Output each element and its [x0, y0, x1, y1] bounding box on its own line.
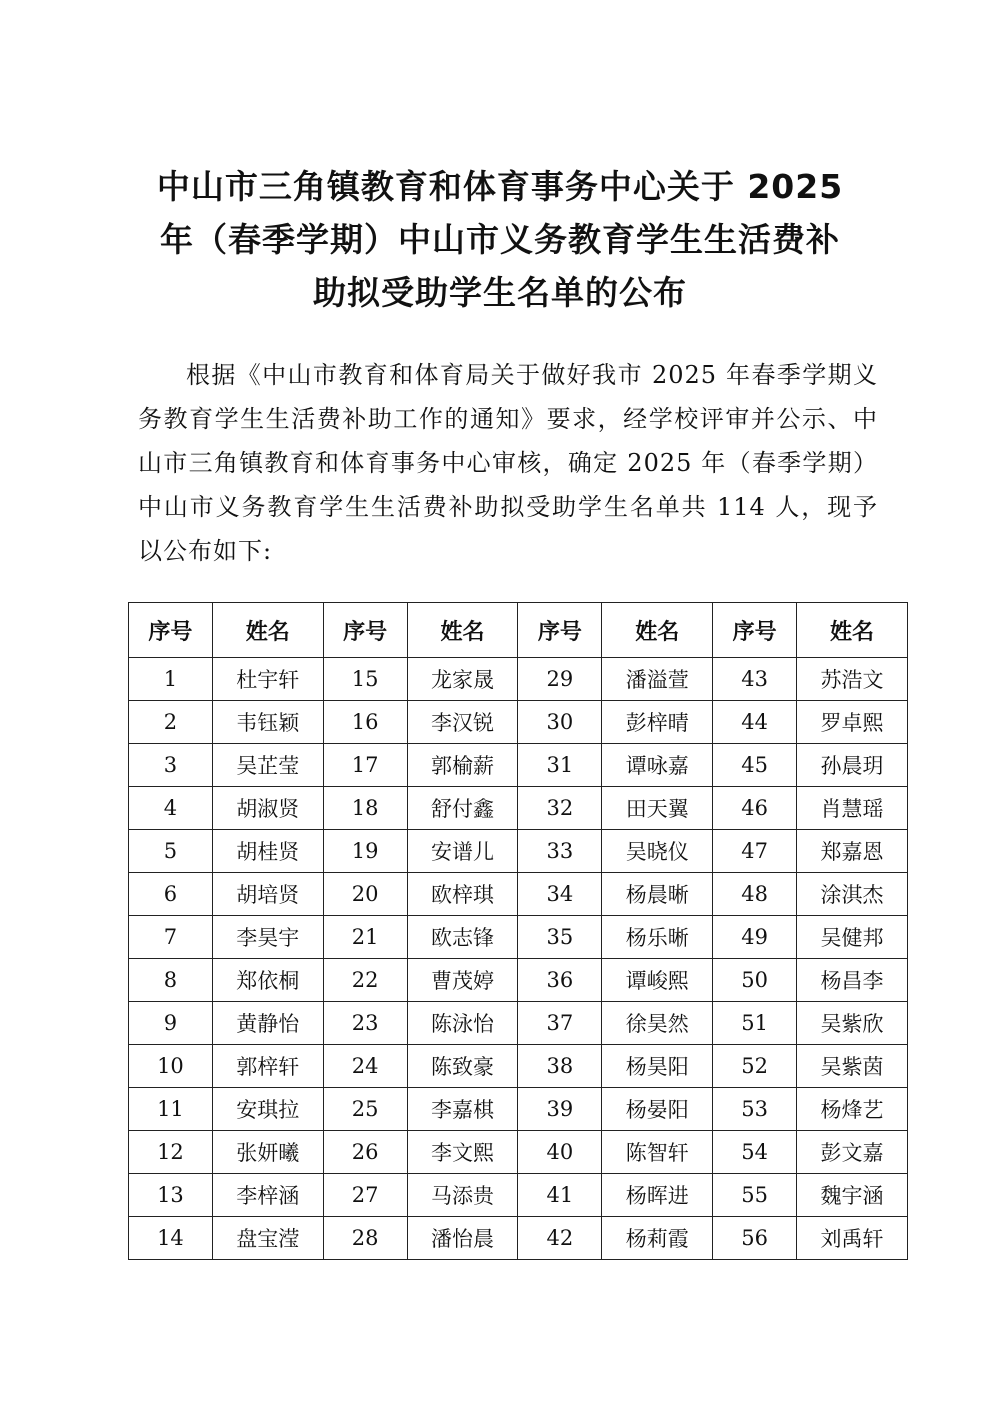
title-line: 年（春季学期）中山市义务教育学生生活费补	[160, 220, 840, 259]
cell-number: 16	[323, 701, 407, 744]
cell-number: 32	[518, 787, 602, 830]
cell-number: 48	[713, 873, 797, 916]
cell-number: 28	[323, 1217, 407, 1260]
table-row	[129, 1174, 908, 1217]
cell-student-name: 陈泳怡	[407, 1002, 518, 1045]
header-cell-number: 序号	[713, 603, 797, 658]
cell-student-name: 彭梓晴	[602, 701, 713, 744]
cell-number: 22	[323, 959, 407, 1002]
cell-student-name: 杨晖进	[602, 1174, 713, 1217]
cell-student-name: 盘宝滢	[212, 1217, 323, 1260]
cell-student-name: 李梓涵	[212, 1174, 323, 1217]
cell-number: 37	[518, 1002, 602, 1045]
header-cell-name: 姓名	[797, 603, 908, 658]
table-row	[129, 1002, 908, 1045]
cell-number: 53	[713, 1088, 797, 1131]
cell-number: 56	[713, 1217, 797, 1260]
cell-number: 42	[518, 1217, 602, 1260]
cell-number: 18	[323, 787, 407, 830]
document-title	[120, 160, 880, 319]
cell-number: 4	[129, 787, 213, 830]
cell-student-name: 杨昊阳	[602, 1045, 713, 1088]
cell-number: 40	[518, 1131, 602, 1174]
cell-number: 31	[518, 744, 602, 787]
cell-number: 34	[518, 873, 602, 916]
table-row	[129, 744, 908, 787]
cell-number: 24	[323, 1045, 407, 1088]
cell-number: 9	[129, 1002, 213, 1045]
cell-number: 23	[323, 1002, 407, 1045]
cell-student-name: 吴健邦	[797, 916, 908, 959]
table-row	[129, 916, 908, 959]
cell-student-name: 李汉锐	[407, 701, 518, 744]
cell-number: 39	[518, 1088, 602, 1131]
cell-student-name: 李文熙	[407, 1131, 518, 1174]
header-cell-number: 序号	[323, 603, 407, 658]
cell-student-name: 杨昌李	[797, 959, 908, 1002]
cell-student-name: 杜宇轩	[212, 658, 323, 701]
cell-number: 35	[518, 916, 602, 959]
cell-student-name: 杨晏阳	[602, 1088, 713, 1131]
cell-number: 17	[323, 744, 407, 787]
header-cell-name: 姓名	[407, 603, 518, 658]
title-line: 中山市三角镇教育和体育事务中心关于 2025	[156, 167, 844, 206]
cell-number: 30	[518, 701, 602, 744]
cell-number: 44	[713, 701, 797, 744]
cell-student-name: 李昊宇	[212, 916, 323, 959]
cell-number: 41	[518, 1174, 602, 1217]
cell-number: 1	[129, 658, 213, 701]
cell-number: 38	[518, 1045, 602, 1088]
cell-number: 36	[518, 959, 602, 1002]
table-row	[129, 701, 908, 744]
cell-student-name: 徐昊然	[602, 1002, 713, 1045]
cell-student-name: 杨烽艺	[797, 1088, 908, 1131]
cell-number: 26	[323, 1131, 407, 1174]
table-row	[129, 658, 908, 701]
cell-student-name: 曹茂婷	[407, 959, 518, 1002]
cell-student-name: 吴紫欣	[797, 1002, 908, 1045]
cell-number: 51	[713, 1002, 797, 1045]
cell-number: 49	[713, 916, 797, 959]
cell-student-name: 黄静怡	[212, 1002, 323, 1045]
table-row	[129, 1131, 908, 1174]
cell-number: 46	[713, 787, 797, 830]
cell-number: 52	[713, 1045, 797, 1088]
cell-number: 20	[323, 873, 407, 916]
cell-student-name: 郑依桐	[212, 959, 323, 1002]
cell-number: 2	[129, 701, 213, 744]
cell-number: 50	[713, 959, 797, 1002]
cell-student-name: 陈智轩	[602, 1131, 713, 1174]
cell-student-name: 孙晨玥	[797, 744, 908, 787]
cell-student-name: 龙家晟	[407, 658, 518, 701]
cell-student-name: 苏浩文	[797, 658, 908, 701]
cell-number: 33	[518, 830, 602, 873]
table-row	[129, 1045, 908, 1088]
cell-number: 45	[713, 744, 797, 787]
cell-number: 54	[713, 1131, 797, 1174]
cell-number: 15	[323, 658, 407, 701]
cell-student-name: 彭文嘉	[797, 1131, 908, 1174]
header-cell-number: 序号	[129, 603, 213, 658]
cell-number: 6	[129, 873, 213, 916]
cell-number: 47	[713, 830, 797, 873]
cell-number: 55	[713, 1174, 797, 1217]
table-body	[129, 658, 908, 1260]
cell-number: 43	[713, 658, 797, 701]
cell-student-name: 陈致豪	[407, 1045, 518, 1088]
cell-student-name: 潘溢萱	[602, 658, 713, 701]
cell-number: 3	[129, 744, 213, 787]
table-row	[129, 1217, 908, 1260]
cell-number: 10	[129, 1045, 213, 1088]
cell-number: 25	[323, 1088, 407, 1131]
cell-student-name: 潘怡晨	[407, 1217, 518, 1260]
cell-number: 14	[129, 1217, 213, 1260]
cell-student-name: 魏宇涵	[797, 1174, 908, 1217]
cell-student-name: 欧志锋	[407, 916, 518, 959]
cell-student-name: 杨晨晰	[602, 873, 713, 916]
cell-student-name: 胡培贤	[212, 873, 323, 916]
cell-student-name: 谭峻熙	[602, 959, 713, 1002]
table-row	[129, 830, 908, 873]
cell-student-name: 刘禹轩	[797, 1217, 908, 1260]
cell-student-name: 罗卓熙	[797, 701, 908, 744]
cell-student-name: 安琪拉	[212, 1088, 323, 1131]
student-roster-table	[128, 602, 908, 1260]
cell-student-name: 张妍曦	[212, 1131, 323, 1174]
cell-number: 13	[129, 1174, 213, 1217]
cell-student-name: 涂淇杰	[797, 873, 908, 916]
cell-student-name: 吴芷莹	[212, 744, 323, 787]
cell-number: 5	[129, 830, 213, 873]
cell-number: 21	[323, 916, 407, 959]
header-cell-name: 姓名	[602, 603, 713, 658]
cell-student-name: 马添贵	[407, 1174, 518, 1217]
header-cell-number: 序号	[518, 603, 602, 658]
cell-number: 12	[129, 1131, 213, 1174]
cell-number: 19	[323, 830, 407, 873]
table-header-row	[129, 603, 908, 658]
cell-student-name: 郭梓轩	[212, 1045, 323, 1088]
cell-student-name: 吴晓仪	[602, 830, 713, 873]
cell-student-name: 郭榆薪	[407, 744, 518, 787]
cell-student-name: 谭咏嘉	[602, 744, 713, 787]
cell-student-name: 李嘉棋	[407, 1088, 518, 1131]
cell-student-name: 杨莉霞	[602, 1217, 713, 1260]
cell-student-name: 郑嘉恩	[797, 830, 908, 873]
cell-student-name: 舒付鑫	[407, 787, 518, 830]
cell-student-name: 杨乐晰	[602, 916, 713, 959]
cell-number: 11	[129, 1088, 213, 1131]
title-line: 助拟受助学生名单的公布	[313, 273, 687, 312]
cell-number: 27	[323, 1174, 407, 1217]
cell-student-name: 安谱儿	[407, 830, 518, 873]
cell-student-name: 胡淑贤	[212, 787, 323, 830]
body-paragraph: 根据《中山市教育和体育局关于做好我市 2025 年春季学期义务教育学生生活费补助工作的通知》要求，经学校评审并公示、中山市三角镇教育和体育事务中心审核，确定 2025 年（春季学期）中山市义务教育学生生活费补助拟受助学生名单共 114 人，现予以公布如下:	[138, 361, 878, 565]
cell-number: 7	[129, 916, 213, 959]
cell-student-name: 欧梓琪	[407, 873, 518, 916]
table-row	[129, 787, 908, 830]
announcement-body	[138, 353, 878, 573]
cell-student-name: 田天翼	[602, 787, 713, 830]
cell-number: 8	[129, 959, 213, 1002]
table-row	[129, 873, 908, 916]
cell-student-name: 胡桂贤	[212, 830, 323, 873]
cell-number: 29	[518, 658, 602, 701]
table-row	[129, 1088, 908, 1131]
header-cell-name: 姓名	[212, 603, 323, 658]
cell-student-name: 韦钰颖	[212, 701, 323, 744]
cell-student-name: 肖慧瑶	[797, 787, 908, 830]
cell-student-name: 吴紫茵	[797, 1045, 908, 1088]
table-row	[129, 959, 908, 1002]
